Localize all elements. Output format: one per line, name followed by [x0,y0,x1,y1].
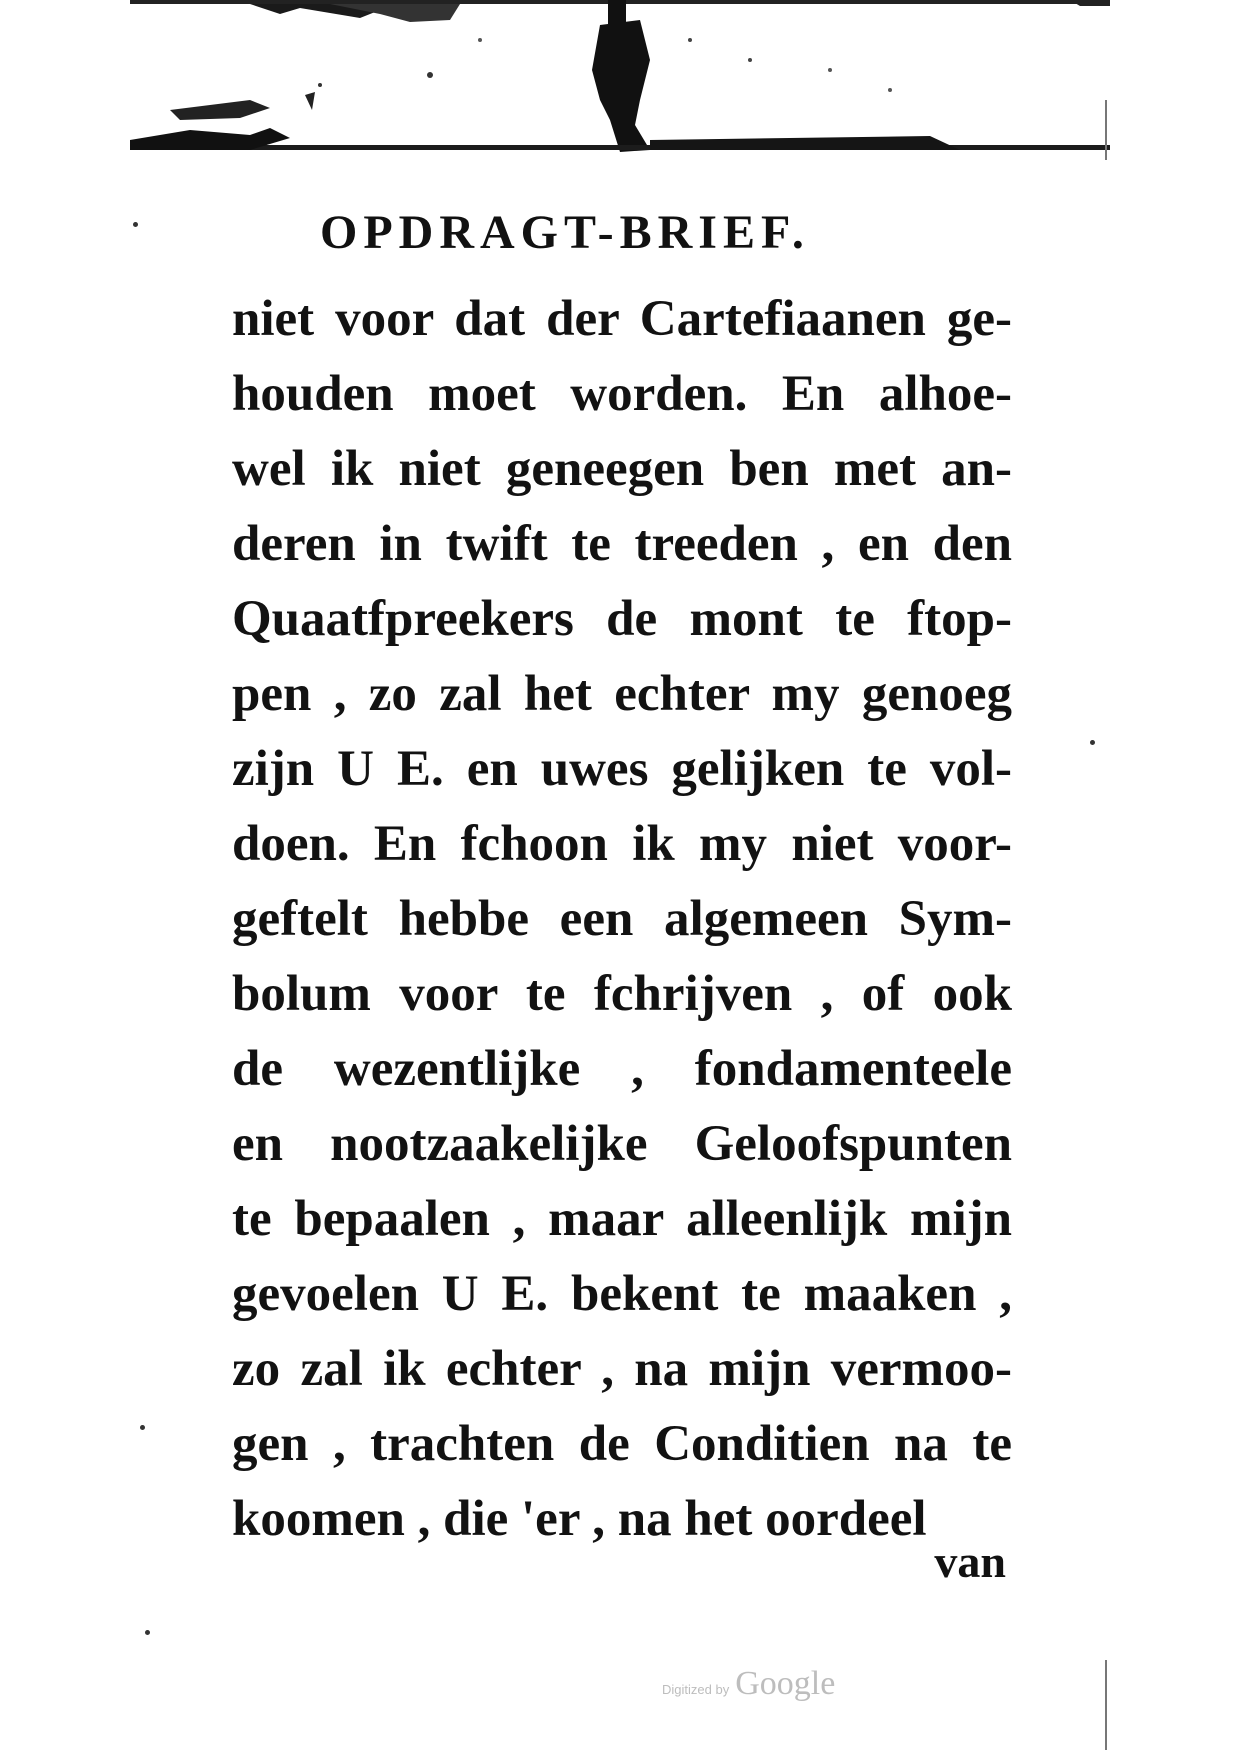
digitized-watermark [662,1665,835,1703]
right-edge-rule-top [1105,100,1107,160]
text-line: geftelt hebbe een algemeen Sym- [232,891,1012,947]
margin-speck [1090,740,1095,745]
text-line: deren in twift te treeden , en den [232,516,1012,572]
text-line: zijn U E. en uwes gelijken te vol- [232,741,1012,797]
right-edge-rule-bottom [1105,1660,1107,1750]
text-line: houden moet worden. En alhoe- [232,366,1012,422]
text-line: koomen , die 'er , na het oordeel [232,1491,927,1547]
text-line: de wezentlijke , fondamenteele [232,1041,1012,1097]
text-line: gen , trachten de Conditien na te [232,1416,1012,1472]
text-line: wel ik niet geneegen ben met an- [232,441,1012,497]
smudged-header-ornament [130,0,1110,165]
text-line: zo zal ik echter , na mijn vermoo- [232,1341,1012,1397]
margin-speck [145,1630,150,1635]
text-line: en nootzaakelijke Geloofspunten [232,1116,1012,1172]
text-line: te bepaalen , maar alleenlijk mijn [232,1191,1012,1247]
catchword: van [934,1536,1006,1587]
running-head: OPDRAGT-BRIEF. [320,206,810,259]
watermark-brand: Google [735,1665,836,1702]
body-text [232,282,1012,1557]
text-line: bolum voor te fchrijven , of ook [232,966,1012,1022]
watermark-prefix: Digitized by [662,1682,730,1697]
margin-speck [133,222,138,227]
text-line: pen , zo zal het echter my genoeg [232,666,1012,722]
text-line: gevoelen U E. bekent te maaken , [232,1266,1012,1322]
margin-speck [140,1425,145,1430]
text-line: Quaatfpreekers de mont te ftop- [232,591,1012,647]
text-line: doen. En fchoon ik my niet voor- [232,816,1012,872]
text-line: niet voor dat der Cartefiaanen ge- [232,291,1012,347]
